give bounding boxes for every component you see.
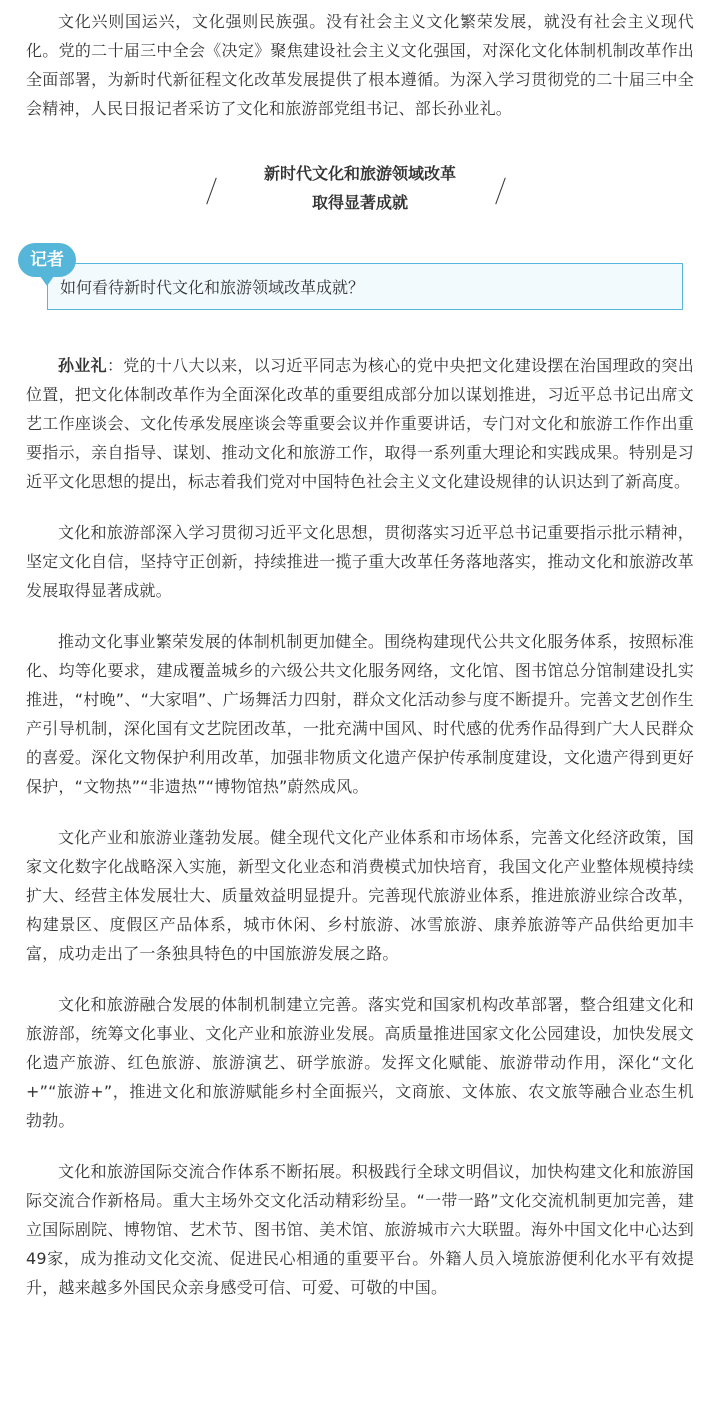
section-title [26,159,694,217]
body-paragraph-5: 文化和旅游国际交流合作体系不断拓展。积极践行全球文明倡议，加快构建文化和旅游国际交流合作新格局。重大主场外交文化活动精彩纷呈。“一带一路”文化交流机制更加完善，建立国际剧院、博物馆、艺术节、图书馆、美术馆、旅游城市六大联盟。海外中国文化中心达到49家，成为推动文化交流、促进民心相通的重要平台。外籍人员入境旅游便利化水平有效提升，越来越多外国民众亲身感受可信、可爱、可敬的中国。 [26,1162,694,1297]
answer-paragraph [26,351,694,496]
section-heading [26,159,694,221]
section-title-line2: 取得显著成就 [311,193,408,212]
body-paragraph-2: 推动文化事业繁荣发展的体制机制更加健全。围绕构建现代公共文化服务体系，按照标准化、均等化要求，建成覆盖城乡的六级公共文化服务网络，文化馆、图书馆总分馆制建设扎实推进，“村晚”、“大家唱”、广场舞活力四射，群众文化活动参与度不断提升。完善文艺创作生产引导机制，深化国有文艺院团改革，一批充满中国风、时代感的优秀作品得到广大人民群众的喜爱。深化文物保护利用改革，加强非物质文化遗产保护传承制度建设，文化遗产得到更好保护，“文物热”“非遗热”“博物馆热”蔚然成风。 [26,632,694,796]
body-paragraph-4: 文化和旅游融合发展的体制机制建立完善。落实党和国家机构改革部署，整合组建文化和旅游部，统筹文化事业、文化产业和旅游业发展。高质量推进国家文化公园建设，加快发展文化遗产旅游、红色旅游、旅游演艺、研学旅游。发挥文化赋能、旅游带动作用，深化“文化+”“旅游+”，推进文化和旅游赋能乡村全面振兴，文商旅、文体旅、农文旅等融合业态生机勃勃。 [26,995,694,1130]
question-box [47,263,683,310]
question-block [26,243,694,315]
reporter-badge: 记者 [18,243,76,277]
article [26,0,694,1302]
speaker-name: 孙业礼 [58,356,107,375]
section-title-line1: 新时代文化和旅游领域改革 [263,164,456,183]
intro-paragraph: 文化兴则国运兴，文化强则民族强。没有社会主义文化繁荣发展，就没有社会主义现代化。党的二十届三中全会《决定》聚焦建设社会主义文化强国，对深化文化体制机制改革作出全面部署，为新时代新征程文化改革发展提供了根本遵循。为深入学习贯彻党的二十届三中全会精神，人民日报记者采访了文化和旅游部党组书记、部长孙业礼。 [26,12,694,118]
question-text: 如何看待新时代文化和旅游领域改革成就？ [60,278,365,297]
body-paragraph-1: 文化和旅游部深入学习贯彻习近平文化思想，贯彻落实习近平总书记重要指示批示精神，坚定文化自信，坚持守正创新，持续推进一揽子重大改革任务落地落实，推动文化和旅游改革发展取得显著成就。 [26,523,694,600]
body-paragraph-3: 文化产业和旅游业蓬勃发展。健全现代文化产业体系和市场体系，完善文化经济政策，国家文化数字化战略深入实施，新型文化业态和消费模式加快培育，我国文化产业整体规模持续扩大、经营主体发展壮大、质量效益明显提升。完善现代旅游业体系，推进旅游业综合改革，构建景区、度假区产品体系，城市休闲、乡村旅游、冰雪旅游、康养旅游等产品供给更加丰富，成功走出了一条独具特色的中国旅游发展之路。 [26,828,694,963]
answer-text: ：党的十八大以来，以习近平同志为核心的党中央把文化建设摆在治国理政的突出位置，把文化体制改革作为全面深化改革的重要组成部分加以谋划推进，习近平总书记出席文艺工作座谈会、文化传承发展座谈会等重要会议并作重要讲话，专门对文化和旅游工作作出重要指示，亲自指导、谋划、推动文化和旅游工作，取得一系列重大理论和实践成果。特别是习近平文化思想的提出，标志着我们党对中国特色社会主义文化建设规律的认识达到了新高度。 [26,356,694,491]
